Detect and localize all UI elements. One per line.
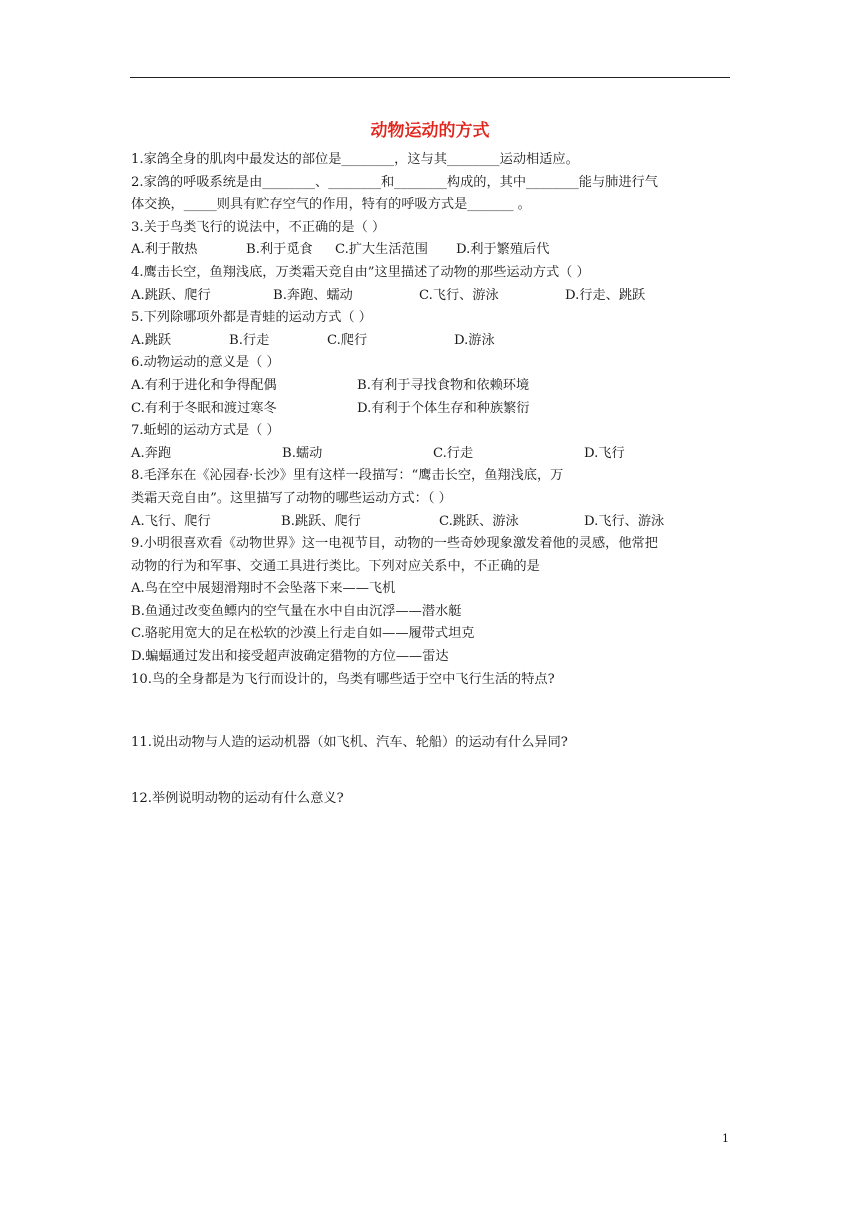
answer-space [131, 755, 731, 788]
question-9: 9.小明很喜欢看《动物世界》这一电视节目，动物的一些奇妙现象激发着他的灵感，他常把 [131, 536, 658, 552]
option-a: A.跳跃 [131, 332, 172, 348]
option-a: A.跳跃、爬行 [131, 287, 211, 303]
question-1: 1.家鸽全身的肌肉中最发达的部位是________，这与其________运动相适应。 [131, 152, 579, 167]
option-c: C.有利于冬眠和渡过寒冬 [131, 400, 277, 416]
question-9-option-b: B.鱼通过改变鱼鳔内的空气量在水中自由沉浮——潜水艇 [131, 603, 462, 619]
question-9-option-a: A.鸟在空中展翅滑翔时不会坠落下来——飞机 [131, 581, 396, 597]
option-d: D.飞行、游泳 [584, 513, 665, 529]
question-2-continued: 体交换，_____则具有贮存空气的作用，特有的呼吸方式是_______ 。 [131, 197, 531, 213]
question-8-options [131, 511, 731, 534]
option-c: C.跳跃、游泳 [439, 513, 519, 529]
question-6-options-cd [131, 398, 731, 421]
option-d: D.行走、跳跃 [565, 287, 646, 303]
option-d: D.飞行 [584, 445, 625, 461]
option-c: C.扩大生活范围 [335, 242, 428, 258]
option-b: B.行走 [229, 332, 270, 348]
option-a: A.飞行、爬行 [131, 513, 211, 529]
question-6: 6.动物运动的意义是（ ） [131, 355, 280, 371]
question-9-option-d: D.蝙蝠通过发出和接受超声波确定猎物的方位——雷达 [131, 649, 449, 665]
question-4: 4.鹰击长空，鱼翔浅底，万类霜天竞自由”这里描述了动物的那些运动方式（ ） [131, 264, 590, 280]
header-rule [130, 77, 730, 78]
question-5: 5.下列除哪项外都是青蛙的运动方式（ ） [131, 310, 372, 326]
option-b: B.蠕动 [282, 445, 323, 461]
option-b: B.有利于寻找食物和依赖环境 [357, 377, 530, 393]
question-7-options [131, 443, 731, 466]
question-8-continued: 类霜天竞自由”。这里描写了动物的哪些运动方式：（ ） [131, 490, 452, 506]
option-a: A.有利于进化和争得配偶 [131, 377, 277, 393]
question-3-options [131, 239, 731, 262]
option-d: D.有利于个体生存和种族繁衍 [357, 400, 530, 416]
option-a: A.奔跑 [131, 445, 172, 461]
question-2: 2.家鸽的呼吸系统是由________、________和________构成的，其中________能与肺进行气 [131, 174, 658, 190]
option-c: C.行走 [433, 445, 474, 461]
worksheet-body [131, 149, 731, 810]
option-b: B.利于觅食 [246, 242, 313, 258]
option-b: B.跳跃、爬行 [281, 513, 361, 529]
question-3: 3.关于鸟类飞行的说法中，不正确的是（ ） [131, 219, 386, 235]
question-9-option-c: C.骆驼用宽大的足在松软的沙漠上行走自如——履带式坦克 [131, 626, 475, 642]
page-title: 动物运动的方式 [370, 121, 490, 141]
option-a: A.利于散热 [131, 242, 198, 258]
page-number: 1 [722, 1132, 729, 1145]
question-9-continued: 动物的行为和军事、交通工具进行类比。下列对应关系中，不正确的是 [131, 558, 540, 574]
option-d: D.利于繁殖后代 [456, 242, 550, 258]
option-c: C.爬行 [327, 332, 368, 348]
answer-space [131, 691, 731, 732]
question-6-options-ab [131, 375, 731, 398]
question-12: 12.举例说明动物的运动有什么意义? [131, 790, 344, 806]
option-c: C.飞行、游泳 [419, 287, 499, 303]
question-5-options [131, 330, 731, 353]
option-b: B.奔跑、蠕动 [273, 287, 353, 303]
question-10: 10.鸟的全身都是为飞行而设计的，鸟类有哪些适于空中飞行生活的特点? [131, 671, 555, 687]
question-8: 8.毛泽东在《沁园春·长沙》里有这样一段描写：“鹰击长空，鱼翔浅底，万 [131, 468, 564, 484]
question-7: 7.蚯蚓的运动方式是（ ） [131, 423, 280, 439]
question-4-options [131, 285, 731, 308]
question-11: 11.说出动物与人造的运动机器（如飞机、汽车、轮船）的运动有什么异同? [131, 735, 568, 751]
option-d: D.游泳 [454, 332, 495, 348]
